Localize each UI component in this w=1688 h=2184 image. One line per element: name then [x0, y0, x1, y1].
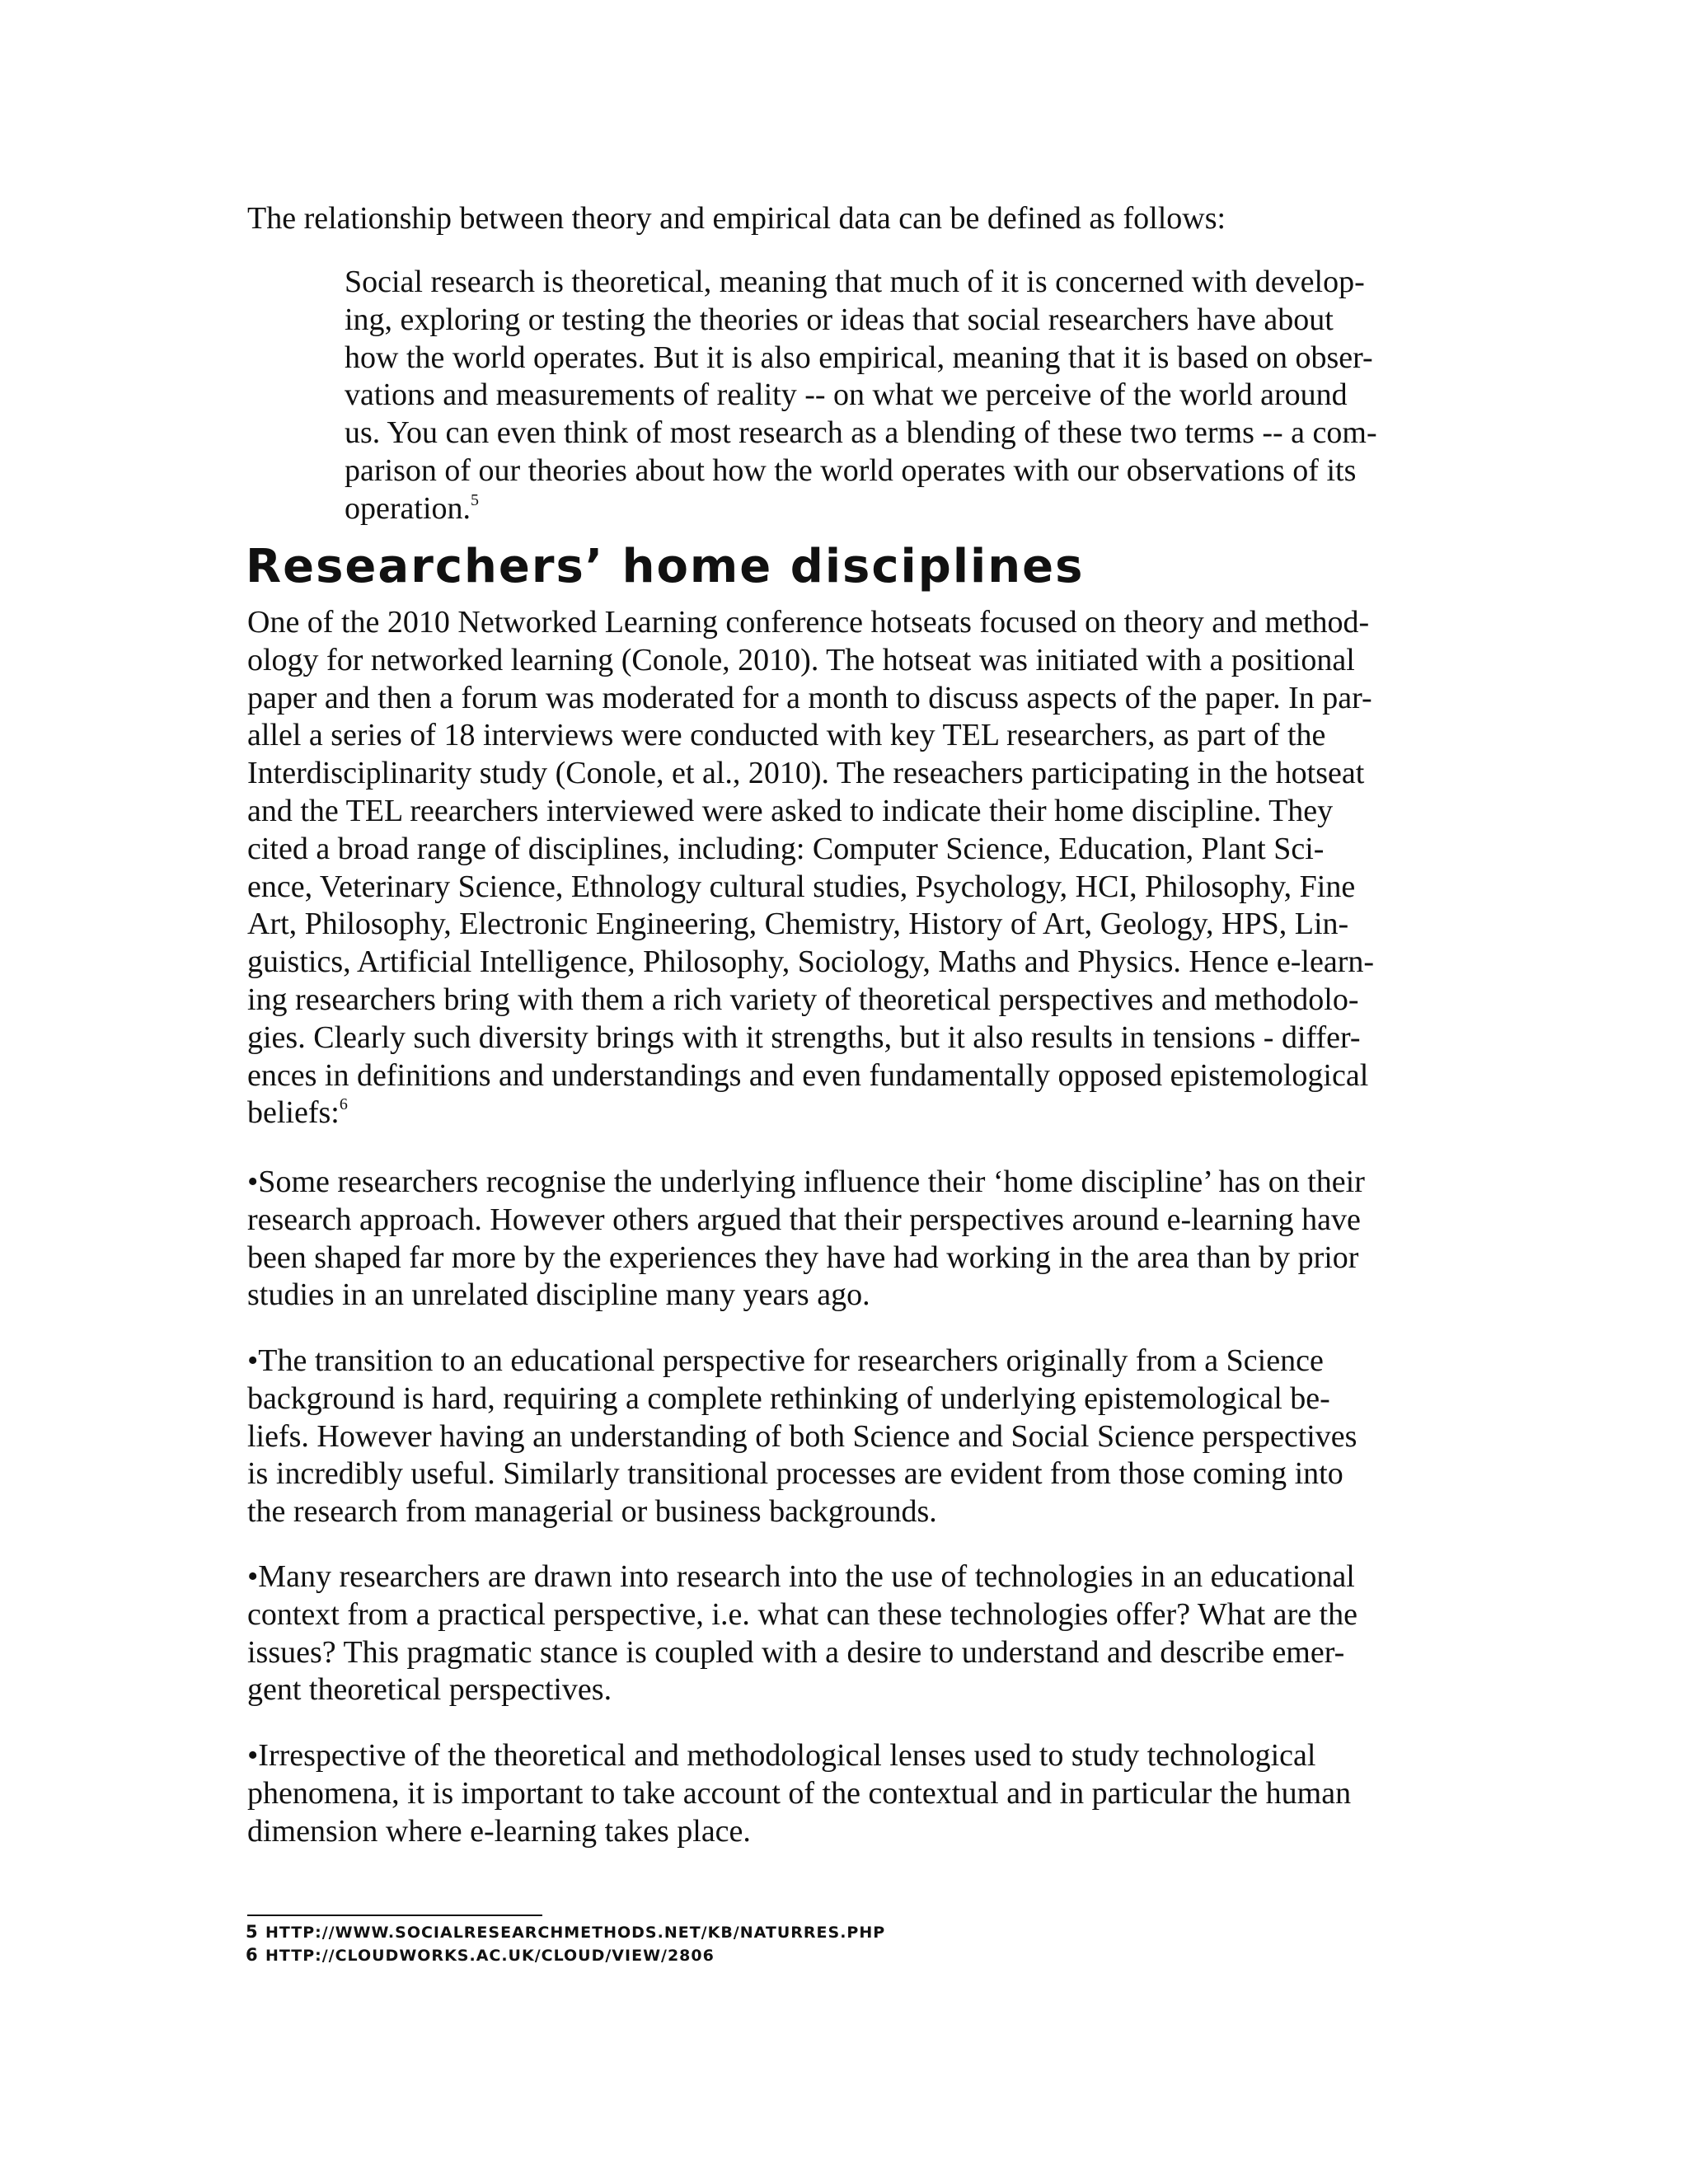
paragraph-line: paper and then a forum was moderated for a month to discuss aspects of the paper. In par-: [247, 680, 1372, 715]
paragraph-line: ence, Veterinary Science, Ethnology cultural studies, Psychology, HCI, Philosophy, Fine: [247, 869, 1356, 904]
footnote-number: 6: [246, 1945, 259, 1965]
bullet-item: [247, 1737, 1351, 1850]
bullet-line: gent theoretical perspectives.: [247, 1672, 612, 1708]
footnote-ref-6: 6: [339, 1095, 348, 1114]
paragraph-line-text: beliefs:: [247, 1095, 340, 1131]
paragraph-line: ences in definitions and understandings and even fundamentally opposed epistemological: [247, 1057, 1369, 1093]
paragraph-line: gies. Clearly such diversity brings with it strengths, but it also results in tensions - differ-: [247, 1019, 1361, 1055]
bullet-line: issues? This pragmatic stance is coupled with a desire to understand and describe emer-: [247, 1634, 1345, 1670]
paragraph-line: guistics, Artificial Intelligence, Philosophy, Sociology, Maths and Physics. Hence e-learn-: [247, 944, 1375, 980]
paragraph-line-last: [247, 1094, 1374, 1132]
quote-line: us. You can even think of most research as a blending of these two terms -- a com-: [345, 415, 1377, 451]
quote-line: Social research is theoretical, meaning that much of it is concerned with develop-: [345, 265, 1365, 299]
footnote-5: [246, 1921, 885, 1943]
paragraph-line: ing researchers bring with them a rich variety of theoretical perspectives and methodolo-: [247, 982, 1359, 1017]
bullet-line: liefs. However having an understanding of both Science and Social Science perspectives: [247, 1418, 1357, 1454]
bullet-line: the research from managerial or business backgrounds.: [247, 1494, 937, 1530]
quote-line: vations and measurements of reality -- on what we perceive of the world around: [345, 377, 1348, 413]
paragraph-line: and the TEL reearchers interviewed were asked to indicate their home discipline. They: [247, 793, 1334, 828]
bullet-line: research approach. However others argued that their perspectives around e-learning have: [247, 1202, 1361, 1237]
footnote-link[interactable]: HTTP://CLOUDWORKS.AC.UK/CLOUD/VIEW/2806: [265, 1947, 715, 1965]
paragraph-line: Interdisciplinarity study (Conole, et al., 2010). The reseachers participating in the hotseat: [247, 756, 1365, 791]
bullet-line: context from a practical perspective, i.e. what can these technologies offer? What are the: [247, 1596, 1357, 1632]
bullet-line: •Many researchers are drawn into research into the use of technologies in an educational: [247, 1559, 1355, 1594]
bullet-line: •Some researchers recognise the underlying influence their ‘home discipline’ has on their: [247, 1165, 1365, 1199]
bullet-item: [247, 1343, 1357, 1531]
footnote-link[interactable]: HTTP://WWW.SOCIALRESEARCHMETHODS.NET/KB/NATURRES.PHP: [265, 1924, 886, 1942]
bullet-line: background is hard, requiring a complete rethinking of underlying epistemological be-: [247, 1380, 1330, 1416]
paragraph-line: ology for networked learning (Conole, 2010). The hotseat was initiated with a positional: [247, 642, 1355, 677]
bullet-line: been shaped far more by the experiences they have had working in the area than by prior: [247, 1240, 1359, 1275]
intro-paragraph: [247, 200, 1226, 238]
intro-line: The relationship between theory and empirical data can be defined as follows:: [247, 201, 1226, 236]
bullet-line: dimension where e-learning takes place.: [247, 1813, 751, 1849]
paragraph-line: Art, Philosophy, Electronic Engineering, Chemistry, History of Art, Geology, HPS, Lin-: [247, 907, 1349, 942]
footnote-6: [246, 1944, 715, 1966]
paragraph-line: allel a series of 18 interviews were conducted with key TEL researchers, as part of the: [247, 718, 1326, 753]
quote-line: how the world operates. But it is also empirical, meaning that it is based on obser-: [345, 340, 1373, 375]
footnote-separator: [247, 1915, 542, 1916]
bullet-line: studies in an unrelated discipline many years ago.: [247, 1277, 870, 1313]
bullet-item: [247, 1558, 1357, 1709]
paragraph-line: cited a broad range of disciplines, including: Computer Science, Education, Plant Sci-: [247, 831, 1325, 866]
bullet-line: •Irrespective of the theoretical and methodological lenses used to study technological: [247, 1738, 1316, 1773]
bullet-line: phenomena, it is important to take account of the contextual and in particular the human: [247, 1775, 1352, 1811]
bullet-line: is incredibly useful. Similarly transitional processes are evident from those coming into: [247, 1456, 1343, 1492]
section-heading: Researchers’ home disciplines: [246, 540, 1085, 593]
quote-line: parison of our theories about how the world operates with our observations of its: [345, 452, 1357, 488]
quote-line-text: operation.: [345, 490, 471, 526]
quote-line-last: [345, 490, 1377, 528]
bullet-item: [247, 1164, 1365, 1315]
block-quote: [345, 264, 1377, 528]
paragraph-line: One of the 2010 Networked Learning conference hotseats focused on theory and method-: [247, 605, 1370, 640]
bullet-line: •The transition to an educational perspective for researchers originally from a Science: [247, 1343, 1324, 1378]
footnote-ref-5: 5: [471, 490, 480, 509]
body-paragraph: [247, 604, 1374, 1132]
quote-line: ing, exploring or testing the theories or ideas that social researchers have about: [345, 302, 1334, 337]
footnote-number: 5: [246, 1922, 259, 1942]
